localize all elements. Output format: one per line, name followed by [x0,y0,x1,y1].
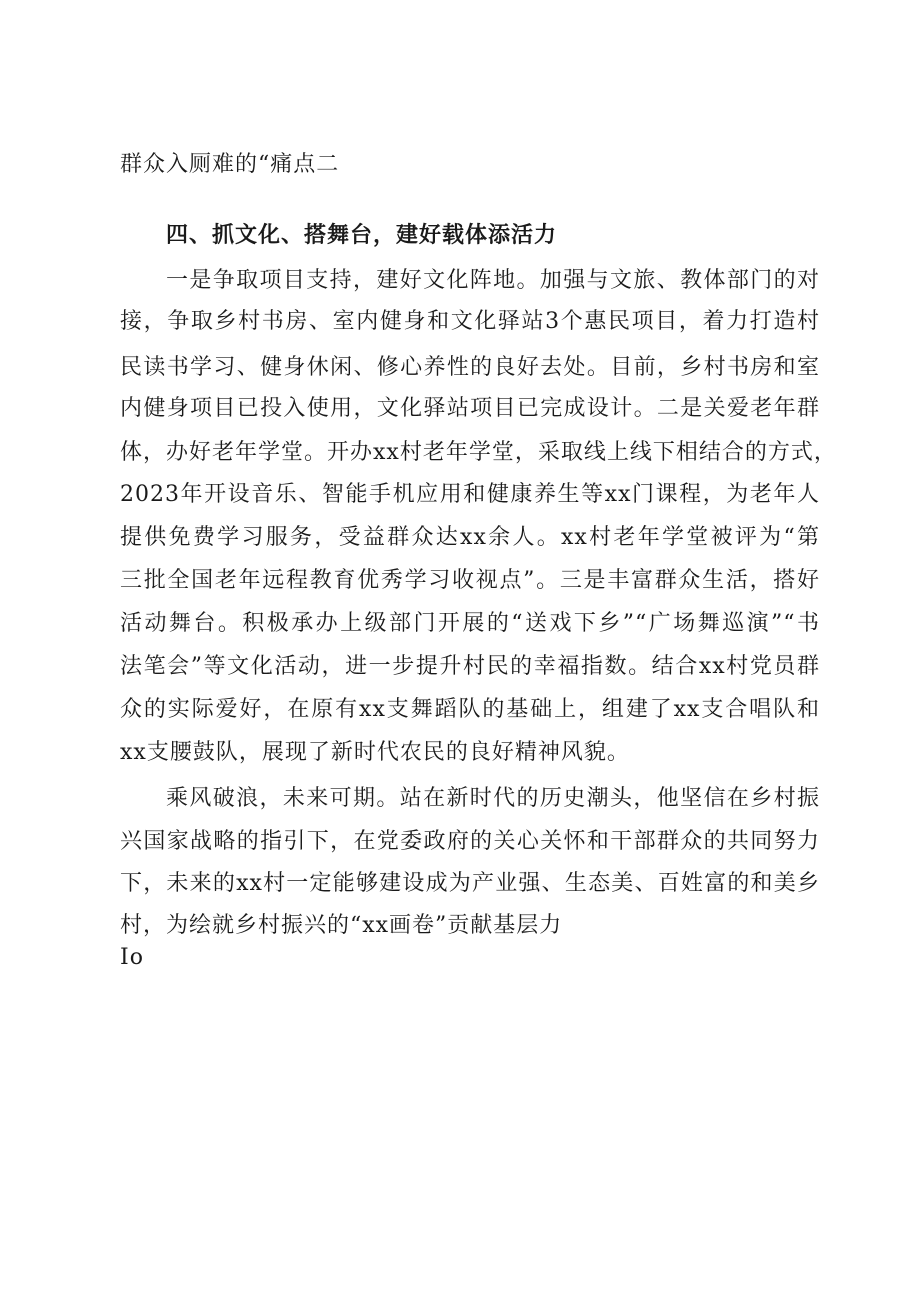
trailing-fragment: Io [120,945,144,970]
paragraph-line: 下，未来的xx村一定能够建设成为产业强、生态美、百姓富的和美乡 [120,871,820,896]
paragraph-line: 一是争取项目支持，建好文化阵地。加强与文旅、教体部门的对 [166,268,820,293]
paragraph-line: 法笔会”等文化活动，进一步提升村民的幸福指数。结合xx村党员群 [120,654,820,679]
carryover-line: 群众入厕难的“痛点二 [120,152,340,177]
paragraph-line: 提供免费学习服务，受益群众达xx余人。xx村老年学堂被评为“第 [120,525,820,550]
paragraph-line: 2023年开设音乐、智能手机应用和健康养生等xx门课程，为老年人 [120,482,820,507]
paragraph-line: 兴国家战略的指引下，在党委政府的关心关怀和干部群众的共同努力 [120,829,820,854]
paragraph-line: xx支腰鼓队，展现了新时代农民的良好精神风貌。 [120,740,630,765]
paragraph-line: 内健身项目已投入使用，文化驿站项目已完成设计。二是关爱老年群 [120,396,820,421]
paragraph-line: 乘风破浪，未来可期。站在新时代的历史潮头，他坚信在乡村振 [166,786,820,811]
paragraph-line: 活动舞台。积极承办上级部门开展的“送戏下乡”“广场舞巡演”“书 [120,611,820,636]
paragraph-line: 体，办好老年学堂。开办xx村老年学堂，采取线上线下相结合的方式， [120,440,837,465]
paragraph-line: 民读书学习、健身休闲、修心养性的良好去处。目前，乡村书房和室 [120,355,820,380]
paragraph-line: 村，为绘就乡村振兴的“xx画卷”贡献基层力 [120,913,563,938]
paragraph-line: 接，争取乡村书房、室内健身和文化驿站3个惠民项目，着力打造村 [120,309,820,334]
paragraph-line: 众的实际爱好，在原有xx支舞蹈队的基础上，组建了xx支合唱队和 [120,697,820,722]
paragraph-line: 三批全国老年远程教育优秀学习收视点”。三是丰富群众生活，搭好 [120,568,820,593]
section-heading: 四、抓文化、搭舞台，建好载体添活力 [166,223,558,248]
